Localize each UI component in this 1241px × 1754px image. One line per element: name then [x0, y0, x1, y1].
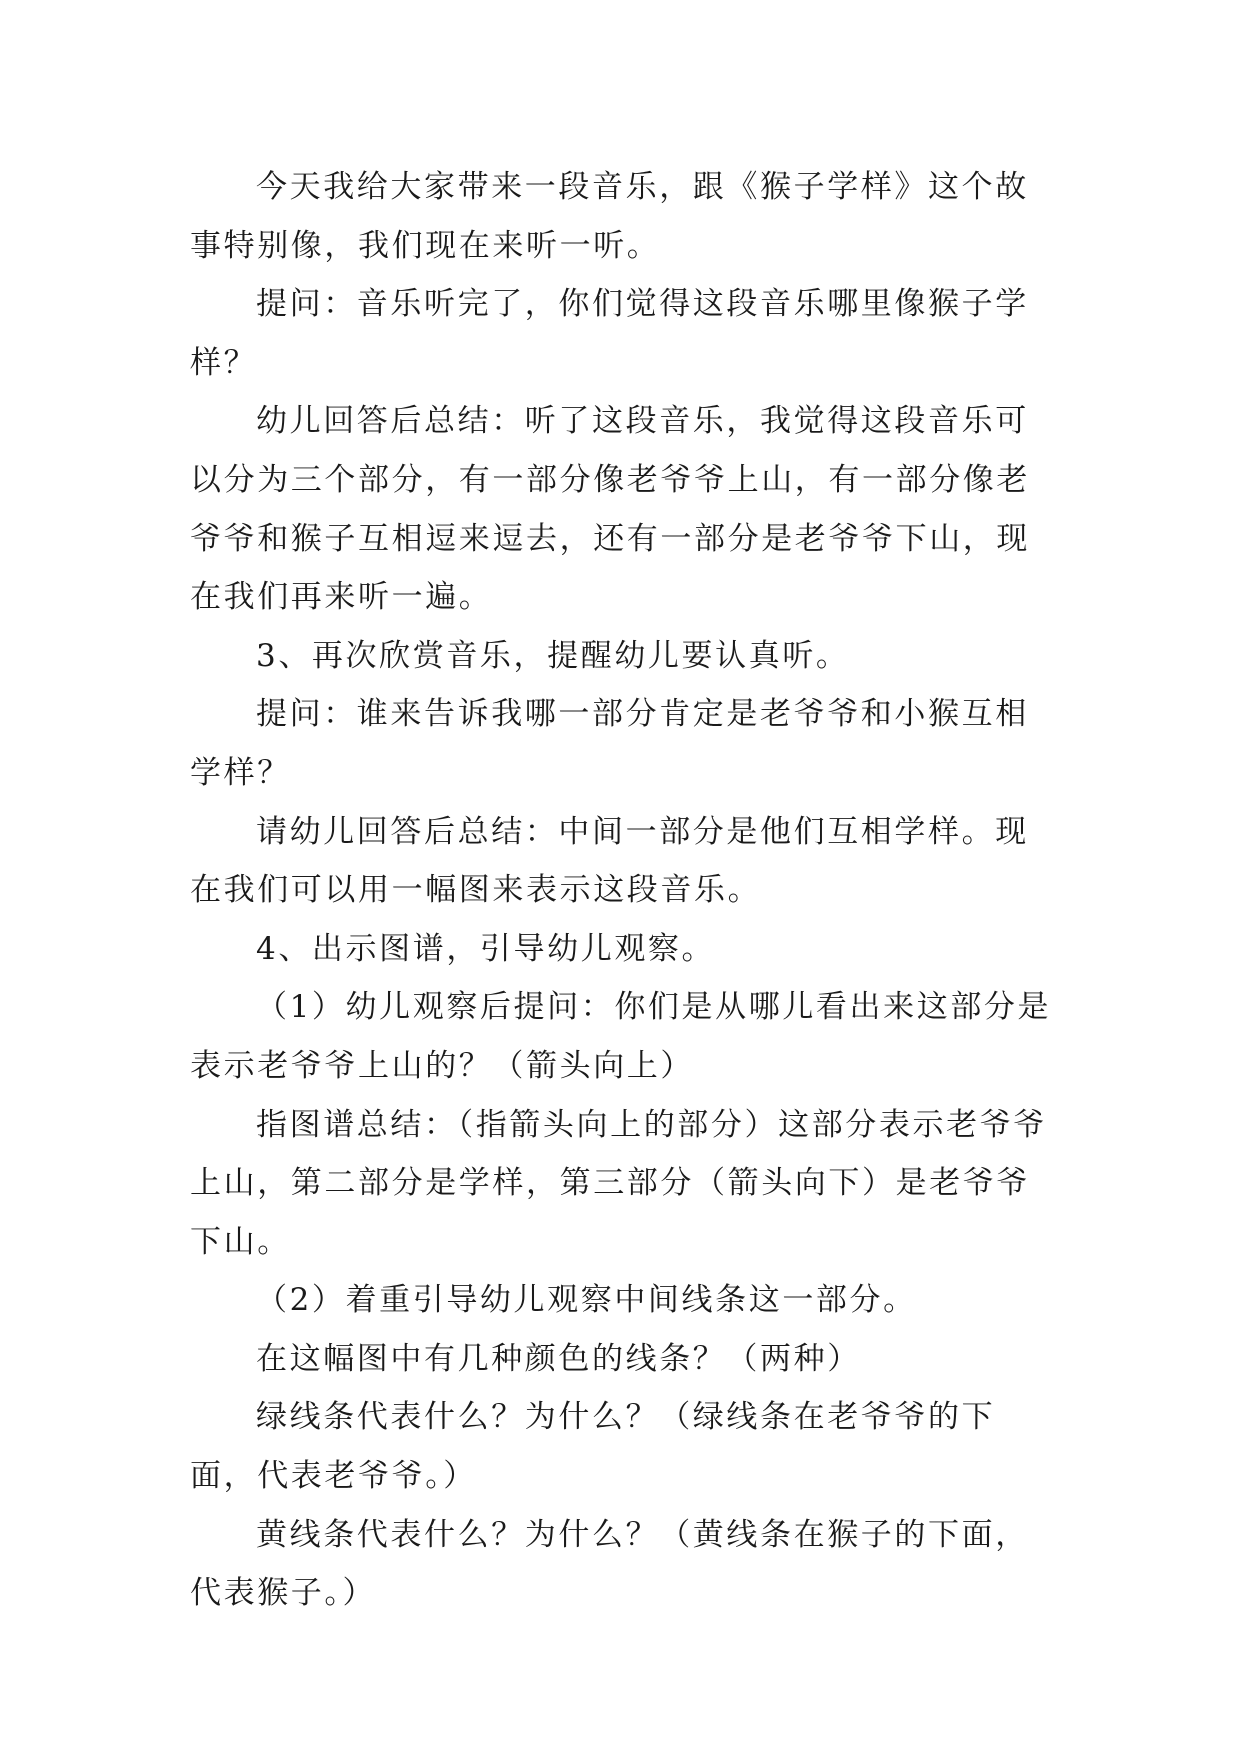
paragraph-intro-music: 今天我给大家带来一段音乐，跟《猴子学样》这个故事特别像，我们现在来听一听。	[190, 169, 1029, 264]
paragraph-summary-middle-part: 请幼儿回答后总结：中间一部分是他们互相学样。现在我们可以用一幅图来表示这段音乐。	[190, 813, 1029, 909]
document-body	[190, 158, 1052, 1623]
paragraph-chart-summary: 指图谱总结：（指箭头向上的部分）这部分表示老爷爷上山，第二部分是学样，第三部分（箭头向下）是老爷爷下山。	[190, 1106, 1047, 1260]
paragraph-yellow-line: 黄线条代表什么？为什么？（黄线条在猴子的下面，代表猴子。）	[190, 1516, 1029, 1612]
paragraph-observe-1: （1）幼儿观察后提问：你们是从哪儿看出来这部分是表示老爷爷上山的？（箭头向上）	[190, 989, 1052, 1084]
paragraph-green-line: 绿线条代表什么？为什么？（绿线条在老爷爷的下面，代表老爷爷。）	[190, 1399, 996, 1495]
paragraph-step-3: 3、再次欣赏音乐，提醒幼儿要认真听。	[256, 637, 850, 674]
paragraph-summary-three-parts: 幼儿回答后总结：听了这段音乐，我觉得这段音乐可以分为三个部分，有一部分像老爷爷上山，有一部分像老爷爷和猴子互相逗来逗去，还有一部分是老爷爷下山，现在我们再来听一遍。	[190, 403, 1030, 616]
paragraph-step-4: 4、出示图谱，引导幼儿观察。	[256, 930, 716, 967]
paragraph-observe-2: （2）着重引导幼儿观察中间线条这一部分。	[256, 1282, 917, 1319]
paragraph-line-colors: 在这幅图中有几种颜色的线条？（两种）	[256, 1340, 861, 1377]
paragraph-question-imitation: 提问：谁来告诉我哪一部分肯定是老爷爷和小猴互相学样？	[190, 696, 1029, 791]
paragraph-question-music: 提问：音乐听完了，你们觉得这段音乐哪里像猴子学样？	[190, 286, 1029, 381]
